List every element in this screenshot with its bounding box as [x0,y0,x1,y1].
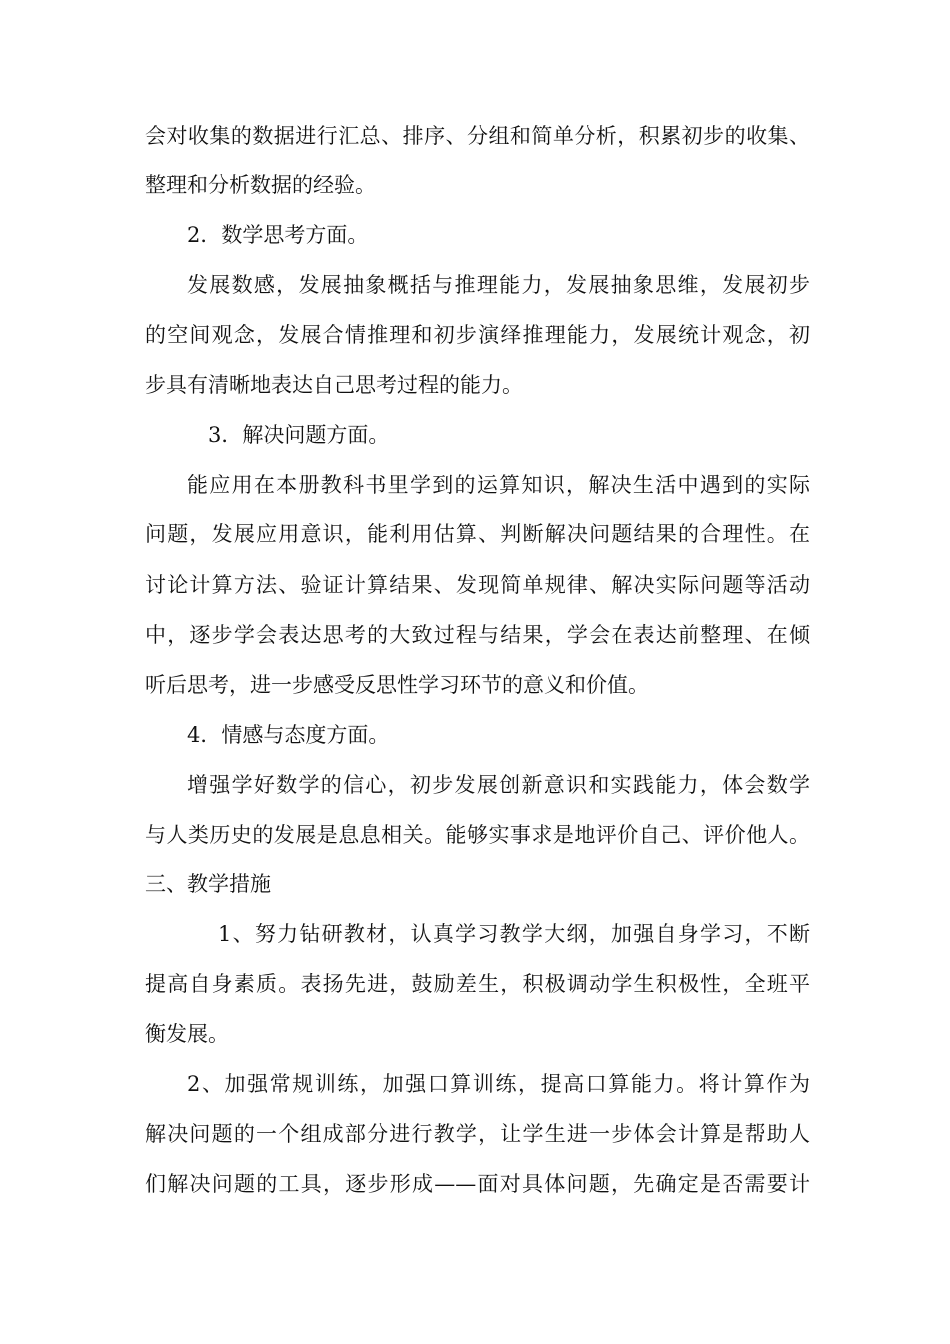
text-line-6: 步具有清晰地表达自己思考过程的能力。 [145,373,523,397]
section-heading-3: 3．解决问题方面。 [208,423,390,447]
section-heading-4: 4．情感与态度方面。 [187,723,390,747]
chapter-heading-3: 三、教学措施 [145,872,271,896]
text-line-22: 们解决问题的工具，逐步形成——面对具体问题，先确定是否需要计 [145,1172,810,1196]
text-line-21: 解决问题的一个组成部分进行教学，让学生进一步体会计算是帮助人 [145,1122,810,1146]
text-line-8: 能应用在本册教科书里学到的运算知识，解决生活中遇到的实际 [187,473,810,497]
text-line-1: 会对收集的数据进行汇总、排序、分组和简单分析，积累初步的收集、 [145,124,810,148]
text-line-2: 整理和分析数据的经验。 [145,173,376,197]
text-line-5: 的空间观念，发展合情推理和初步演绎推理能力，发展统计观念，初 [145,323,810,347]
text-line-11: 中，逐步学会表达思考的大致过程与结果，学会在表达前整理、在倾 [145,623,810,647]
text-line-15: 与人类历史的发展是息息相关。能够实事求是地评价自己、评价他人。 [145,823,810,847]
text-line-14: 增强学好数学的信心，初步发展创新意识和实践能力，体会数学 [187,773,810,797]
text-line-20: 2、加强常规训练，加强口算训练，提高口算能力。将计算作为 [187,1072,810,1096]
text-line-19: 衡发展。 [145,1022,229,1046]
text-line-9: 问题，发展应用意识，能利用估算、判断解决问题结果的合理性。在 [145,522,810,546]
text-line-17: 1、努力钻研教材，认真学习教学大纲，加强自身学习，不断 [218,922,810,946]
section-heading-2: 2．数学思考方面。 [187,223,369,247]
text-line-10: 讨论计算方法、验证计算结果、发现简单规律、解决实际问题等活动 [145,573,810,597]
text-line-4: 发展数感，发展抽象概括与推理能力，发展抽象思维，发展初步 [187,273,810,297]
text-line-12: 听后思考，进一步感受反思性学习环节的意义和价值。 [145,673,649,697]
text-line-18: 提高自身素质。表扬先进，鼓励差生，积极调动学生积极性，全班平 [145,972,810,996]
